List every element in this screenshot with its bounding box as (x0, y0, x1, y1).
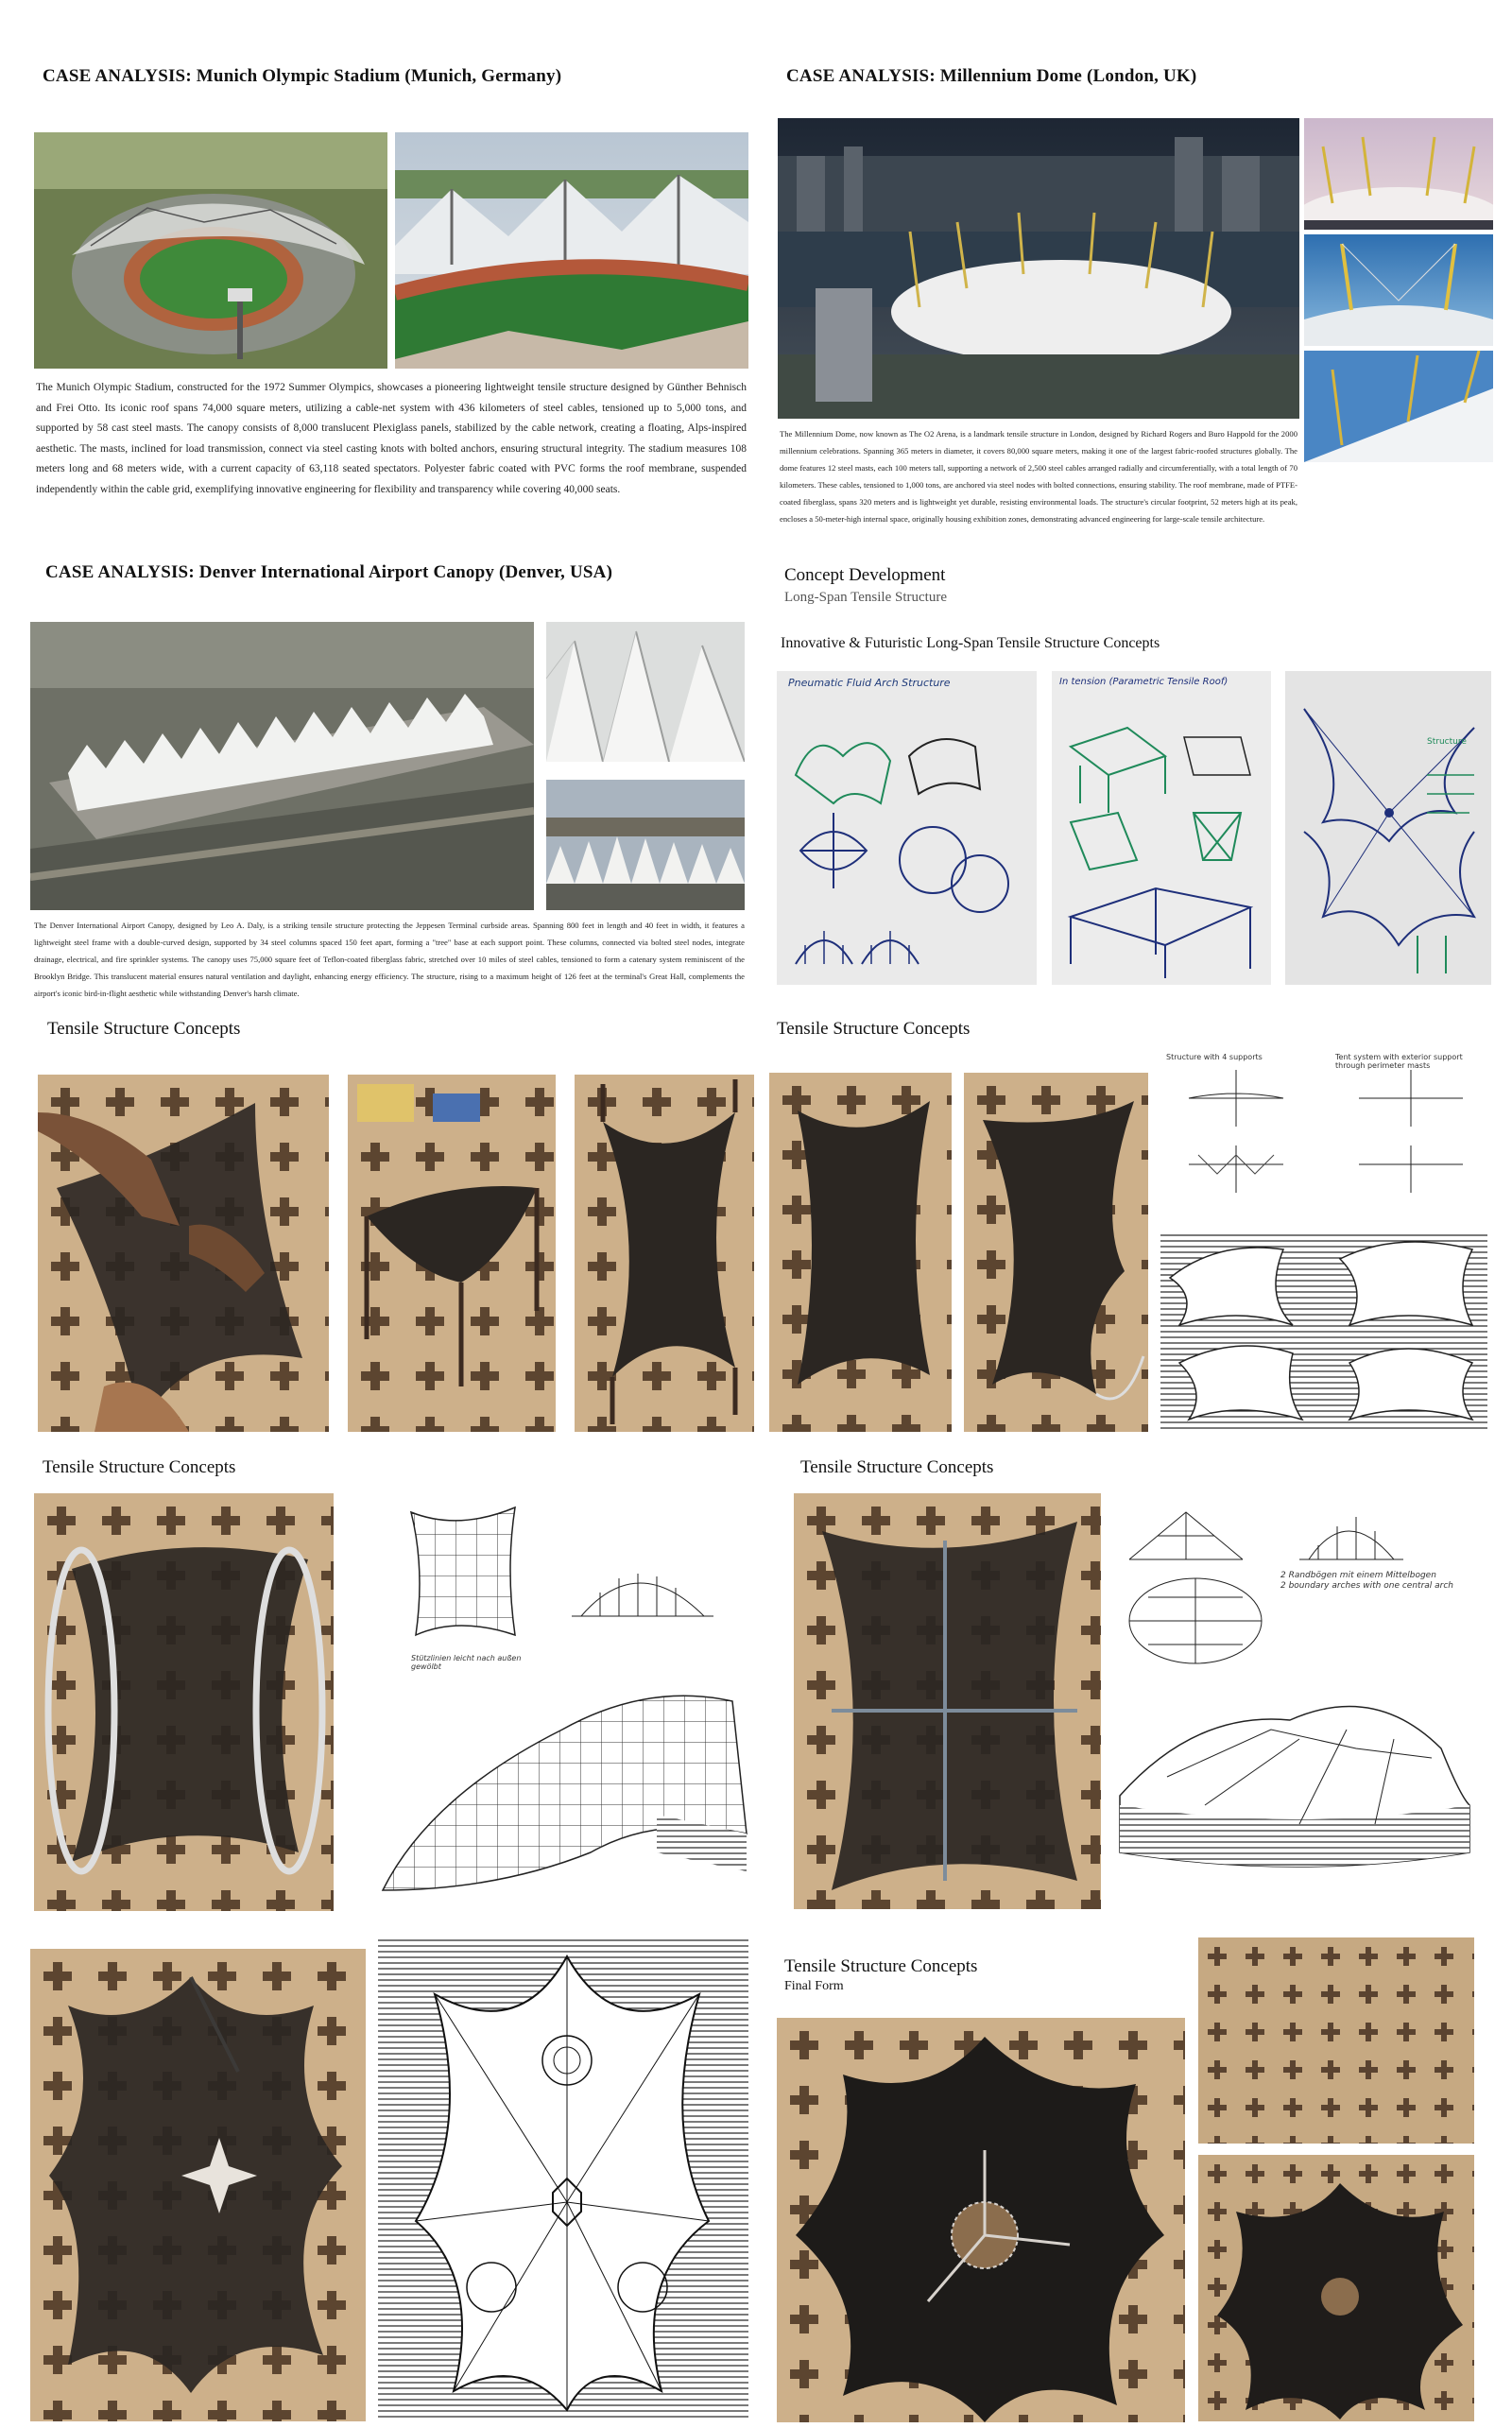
concept-sketch-dome (1285, 671, 1491, 985)
concept-title: Concept Development (784, 565, 946, 585)
model-photo-x-form (769, 1073, 952, 1432)
denver-peaks-photo (546, 622, 745, 762)
concept-subtitle: Long-Span Tensile Structure (784, 590, 947, 605)
dome-detail-photo (1304, 234, 1493, 346)
final-title: Tensile Structure Concepts (784, 1956, 978, 1976)
concept-sketch2-note: In tension (Parametric Tensile Roof) (1059, 677, 1228, 687)
munich-title: CASE ANALYSIS: Munich Olympic Stadium (Munich, Germany) (43, 66, 562, 86)
dome-aerial-photo (778, 118, 1299, 419)
denver-description: The Denver International Airport Canopy, designed by Leo A. Daly, is a striking tensile structure protecting the Jeppesen Terminal curbside areas. Spanning 800 feet in length and 40 feet in width, it features a lightweight steel frame with a double-curved design, supported by 34 steel columns spaced 150 feet apart, forming a "tree" base at each support point. These columns, connected via bolted steel nodes, integrate drainage, electrical, and fire sprinkler systems. The canopy uses 75,000 square feet of Teflon-coated fiberglass fabric, stretched over 10 miles of steel cables, tensioned to form a catenary system reminiscent of the Brooklyn Bridge. This translucent material ensures natural ventilation and daylight, enhancing energy efficiency. The structure, rising to a maximum height of 126 feet at the terminal's Great Hall, complements the airport's iconic bird-in-flight aesthetic while withstanding Denver's harsh climate. (34, 921, 745, 998)
sketch-note-4a: 2 Randbögen mit einem Mittelbogen (1280, 1571, 1436, 1580)
sketch-note-4b: 2 boundary arches with one central arch (1280, 1581, 1454, 1591)
model-photo-hourglass (575, 1075, 754, 1432)
tensile-left-title: Tensile Structure Concepts (47, 1019, 241, 1039)
model-photo-cross-strut (794, 1493, 1101, 1909)
model-photo-hands (38, 1075, 329, 1432)
sketch-note-2: Tent system with exterior support through perimeter masts (1335, 1053, 1463, 1070)
tensile-right-title: Tensile Structure Concepts (777, 1019, 971, 1039)
model-photo-twisted (964, 1073, 1148, 1432)
concept-sketch3-note: Structure (1427, 737, 1467, 747)
munich-aerial-photo (34, 132, 387, 369)
dome-description: The Millennium Dome, now known as The O2 Arena, is a landmark tensile structure in London, designed by Richard Rogers and Buro Happold for the 2000 millennium celebrations. Spanning 365 meters in diameter, it covers 80,000 square meters, making it one of the largest fabric-roofed structures globally. The dome features 12 steel masts, each 100 meters tall, supporting a network of 2,500 steel cables arranged radially and circumferentially, with a total length of 70 kilometers. These cables, tensioned to 1,000 tons, are anchored via steel nodes with bolted connections, ensuring stability. The roof membrane, made of PTFE-coated fiberglass, spans 320 meters and is lightweight yet durable, resisting environmental loads. The structure's circular footprint, 52 meters high at its peak, encloses a 50-meter-high internal space, originally housing exhibition zones, demonstrating advanced engineering for large-scale tensile architecture. (780, 429, 1297, 524)
sketch-note-3: Stützlinien leicht nach außen gewölbt (411, 1654, 522, 1671)
denver-title: CASE ANALYSIS: Denver International Airport Canopy (Denver, USA) (45, 562, 613, 582)
model-photo-triangle (348, 1075, 556, 1432)
model-sketch-star-plan (378, 1937, 748, 2421)
sketch-note-4 (1280, 1571, 1484, 1592)
concept-sketch-parametric (1052, 671, 1271, 985)
final-model-side-photo (1198, 2155, 1474, 2421)
model-photo-star (30, 1949, 366, 2421)
concept-sketch-arches (777, 671, 1037, 985)
dome-title: CASE ANALYSIS: Millennium Dome (London, UK) (786, 66, 1197, 86)
concept-caption: Innovative & Futuristic Long-Span Tensile Structure Concepts (781, 635, 1160, 651)
munich-roof-photo (395, 132, 748, 369)
final-subtitle: Final Form (784, 1979, 844, 1993)
model-photo-ring (34, 1493, 334, 1911)
tensile-row3-left-title: Tensile Structure Concepts (43, 1457, 236, 1477)
sketch-note-1: Structure with 4 supports (1166, 1053, 1263, 1061)
concept-sketch-note: Pneumatic Fluid Arch Structure (788, 677, 951, 689)
tensile-row3-right-title: Tensile Structure Concepts (800, 1457, 994, 1477)
final-model-photo (777, 2018, 1185, 2422)
denver-ground-photo (546, 780, 745, 910)
dome-membrane-photo (1304, 351, 1493, 462)
denver-aerial-photo (30, 622, 534, 910)
model-sketch-arches (1110, 1493, 1488, 1895)
munich-description: The Munich Olympic Stadium, constructed for the 1972 Summer Olympics, showcases a pioneering lightweight tensile structure designed by Günther Behnisch and Frei Otto. Its iconic roof spans 74,000 square meters, utilizing a cable-net system with 436 kilometers of steel cables, tensioned up to 5,000 tons, and supported by 58 cast steel masts. The canopy consists of 8,000 translucent Plexiglass panels, stabilized by the cable network, creating a floating, Alps-inspired aesthetic. The masts, inclined for load transmission, connect via steel casting knots with bolted anchors, ensuring structural integrity. The stadium measures 108 meters long and 68 meters wide, with a current capacity of 63,118 seated spectators. Polyester fabric coated with PVC forms the roof membrane, suspended independently within the cable grid, exemplifying innovative engineering for flexibility and transparency while covering 40,000 seats. (36, 382, 747, 495)
model-sketch-grid (373, 1493, 751, 1909)
model-sketch-plans (1160, 1051, 1487, 1431)
dome-masts-photo (1304, 118, 1493, 230)
final-board-photo (1198, 1937, 1474, 2144)
